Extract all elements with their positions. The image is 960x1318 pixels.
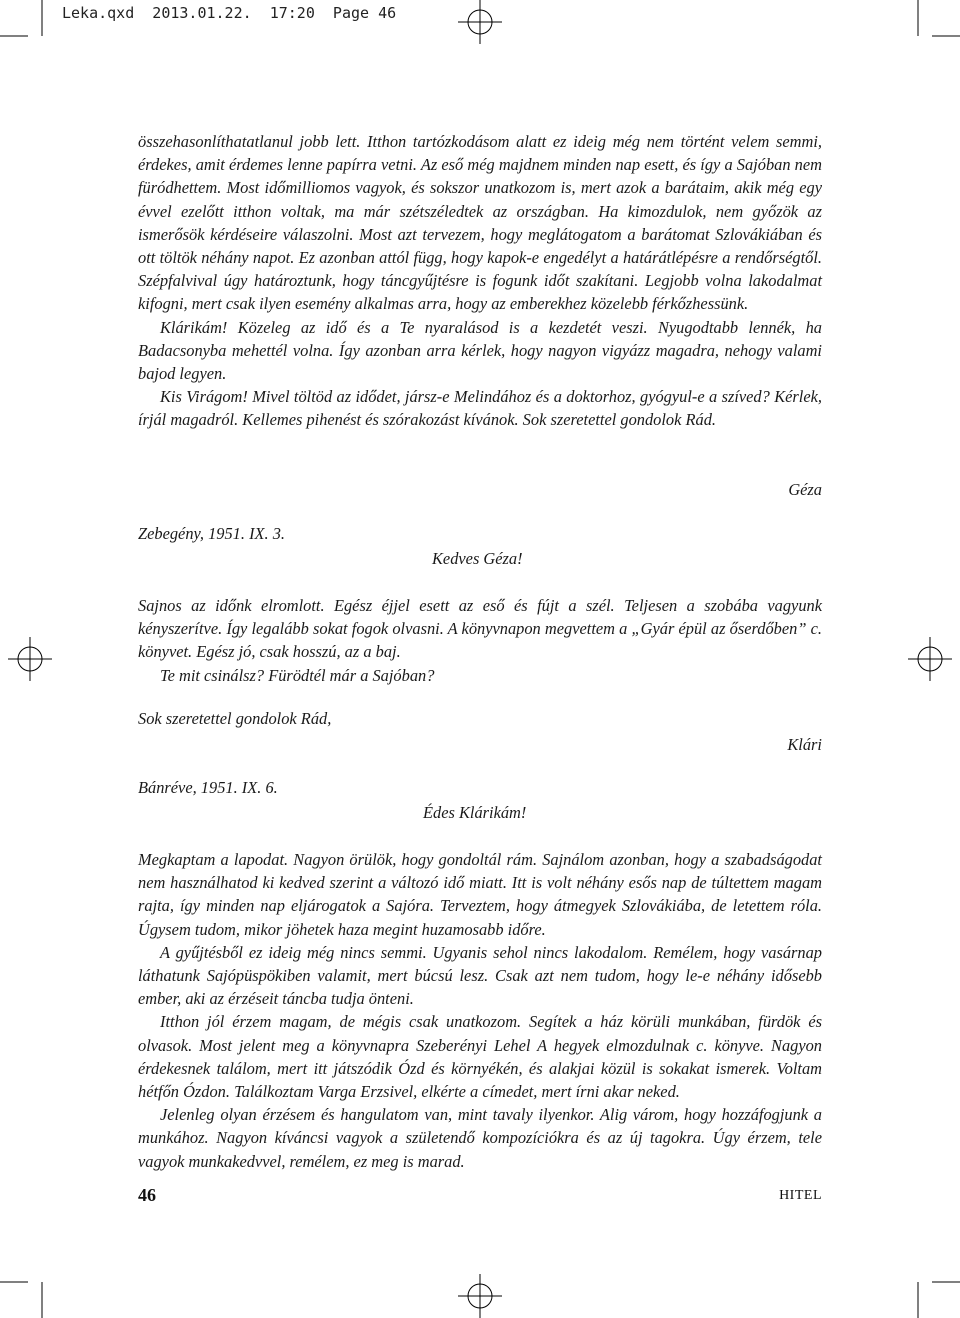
paragraph: összehasonlíthatatlanul jobb lett. Itthon tartózkodásom alatt ez ideig még nem történt velem semmi, érdekes, amit érdemes lenne papírra vetni. Az eső még majdnem minden nap esett, és így a Sajóban nem füródhettem. Most időmilliomos vagyok, és sokszor unatkozom is, mert azok a barátaim, akik még egy évvel ezelőtt itthon voltak, ma már szétszéledtek az országban. Ha kimozdulok, nem győzök az ismerősök kérdéseire válaszolni. Most azt tervezem, hogy meglátogatom a barátomat Szlovákiában és ott töltök néhány napot. Ez azonban attól függ, hogy kapok-e engedélyt a határátlépésre a rendőrségtől. Szépfalvival úgy határoztunk, hogy táncgyűjtésre is fogunk időt szakítani. Legjobb volna lakodalmat kifogni, mert csak ilyen esemény alkalmas arra, hogy az emberekhez közelebb férkőzhessünk.	[138, 132, 822, 314]
print-slug: Leka.qxd 2013.01.22. 17:20 Page 46	[62, 4, 397, 22]
letter-2-body	[138, 594, 822, 687]
letter-1-signature: Géza	[788, 480, 822, 499]
letter-2-signature: Klári	[787, 735, 822, 754]
paragraph: Sajnos az időnk elromlott. Egész éjjel esett az eső és fújt a szél. Teljesen a szobába vagyunk kényszerítve. Így legalább sokat fogok olvasni. A könyvnapon megvettem a „Gyár épül az őserdőben” c. könyvet. Egész jó, csak hosszú, az a baj.	[138, 596, 822, 662]
paragraph: Klárikám! Közeleg az idő és a Te nyaralásod is a kezdetét veszi. Nyugodtabb lennék, ha Badacsonyba mehettél volna. Így azonban arra kérlek, hogy nagyon vigyázz magadra, nehogy valami bajod legyen.	[138, 317, 822, 384]
paragraph: Kis Virágom! Mivel töltöd az idődet, jársz-e Melindához és a doktorhoz, gyógyul-e a szíved? Kérlek, írjál magadról. Kellemes pihenést és szórakozást kívánok. Sok szeretettel gondolok Rád.	[138, 387, 822, 430]
letter-3-dateline: Bánréve, 1951. IX. 6.	[138, 778, 278, 797]
paragraph: Itthon jól érzem magam, de mégis csak unatkozom. Segítek a ház körüli munkában, fürdök és olvasok. Most jelent meg a könyvnapra Szeberényi Lehel A hegyek elmozdulnak c. könyve. Nagyon érdekesnek találom, mert itt játszódik Ózd és környékén, és alakjai közül is sokakat ismerek. Voltam hétfőn Ózdon. Találkoztam Varga Erzsivel, elkérte a címedet, mert írni akar neked.	[138, 1012, 822, 1102]
paragraph: A gyűjtésből ez ideig még nincs semmi. Ugyanis sehol nincs lakodalom. Remélem, hogy vasárnap láthatunk Sajópüspökiben valamit, mert búcsú lesz. Csak azt nem tudom, hogy le-e néhány idősebb ember, aki az érzéseit táncba tudja önteni.	[138, 942, 822, 1009]
paragraph: Te mit csinálsz? Fürödtél már a Sajóban?	[160, 665, 435, 685]
paragraph: Megkaptam a lapodat. Nagyon örülök, hogy gondoltál rám. Sajnálom azonban, hogy a szabadságodat nem használhatod ki kedved szerint a változó idő miatt. Itt is volt néhány esős nap de túltettem magam rajta, így minden nap eljárogatok a Sajóra. Terveztem, hogy átmegyek Szlovákiába, de letettem róla. Úgysem tudom, mikor jöhetek haza megint huzamosabb időre.	[138, 850, 822, 939]
journal-name: HITEL	[779, 1188, 822, 1203]
letter-2-salutation: Kedves Géza!	[432, 549, 523, 568]
letter-2-dateline: Zebegény, 1951. IX. 3.	[138, 524, 286, 543]
letter-3-salutation: Édes Klárikám!	[423, 803, 527, 822]
letter-2-closing: Sok szeretettel gondolok Rád,	[138, 709, 332, 728]
page-number: 46	[138, 1185, 156, 1205]
letter-1-body	[138, 130, 822, 432]
letter-3-body	[138, 848, 822, 1173]
paragraph: Jelenleg olyan érzésem és hangulatom van, mint tavaly ilyenkor. Alig várom, hogy hozzáfogjunk a munkához. Nagyon kíváncsi vagyok a születendő kompozíciókra és az új tagokra. Úgy érzem, tele vagyok munkakedvvel, remélem, ez meg is marad.	[138, 1105, 822, 1171]
